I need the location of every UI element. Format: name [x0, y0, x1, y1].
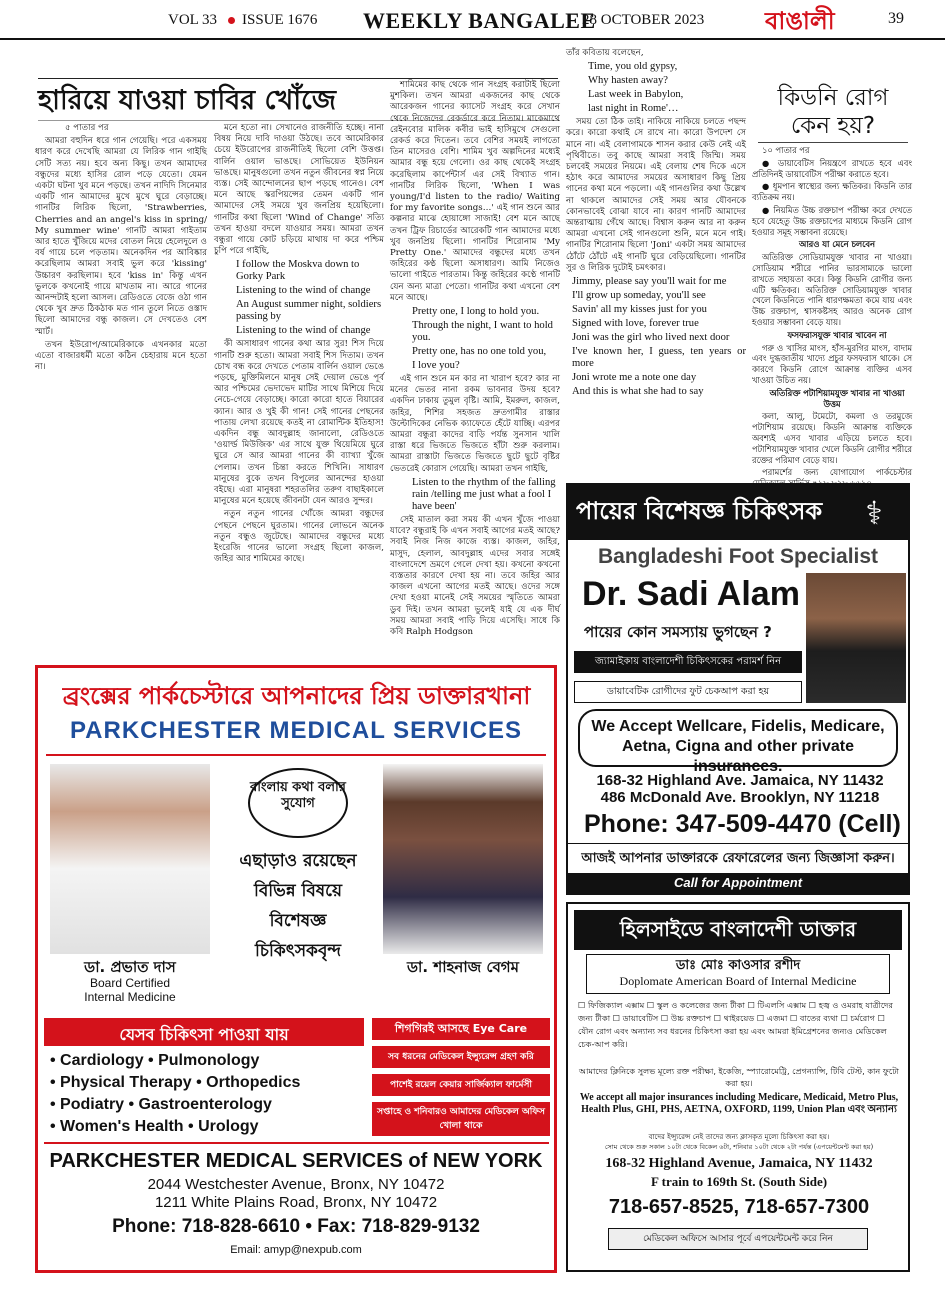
pharmacy-badge: পাশেই রয়েল কেয়ার সার্জিক্যাল ফার্মেসী: [372, 1074, 550, 1096]
lyric-line: Joni was the girl who lived next door: [572, 332, 730, 344]
lyric-line: Joni wrote me a note one day: [572, 372, 697, 384]
kidney-title: কিডনি রোগ কেন হয়?: [777, 85, 889, 139]
divider: [568, 843, 908, 844]
parkchester-phone: Phone: 718-828-6610 • Fax: 718-829-9132: [112, 1216, 480, 1237]
foot-ad-call: Call for Appointment: [673, 875, 803, 890]
lyric-line: I love you?: [412, 360, 460, 372]
paper-name: WEEKLY BANGALEE: [363, 8, 596, 33]
lyric-line: Listening to the wind of change: [236, 325, 371, 337]
hillside-hours: সোম থেকে শুক্র সকাল ১০টা থেকে বিকেল ৬টা, শনিবার ১০টা থেকে ২টা পর্যন্ত (এপয়েন্টমেন্ট করা হয়): [604, 1143, 874, 1151]
lyric-line: Pretty one, has no one told you,: [412, 346, 547, 358]
lyric-line: Pretty one, I long to hold you.: [412, 306, 540, 318]
lyric-line: Jimmy, please say you'll wait for me: [572, 276, 727, 288]
doctor-1-name: ডা. প্রভাত দাস: [84, 958, 176, 976]
hillside-board: Doplomate American Board of Internal Medicine: [619, 974, 857, 988]
kidney-title-rule: [758, 142, 908, 143]
article-col-4: [566, 48, 746, 473]
lyric-line: Listen to the rhythm of the falling rain /telling me just what a fool I have been': [412, 476, 556, 512]
lyric-line: And this is what she had to say: [572, 386, 704, 398]
lyric-line: An August summer night, soldiers passing by: [236, 299, 382, 323]
insurance-badge: সব ধরনের মেডিকেল ইন্স্যুরেন্স গ্রহণ করি: [372, 1046, 550, 1068]
hillside-train: F train to 169th St. (South Side): [650, 1174, 828, 1189]
paragraph: নতুন নতুন গানের খোঁজে আমরা বন্ধুদের পেছনে পেছনে ঘুরতাম। গানের লোভনে অনেক নতুন বন্ধুও জুটেছে। আমাদের বন্ধুদের মধ্যে ইংরেজি গানের ভালো সংগ্রহ ছিলো কাজল, জহির আর শামিমের কাছে।: [214, 509, 384, 565]
paragraph: মনে হতো না। সেখানেও রাজনীতি হচ্ছে। নানা বিষয় নিয়ে দাবি দাওয়া উঠছে। তবে আমেরিকার চেয়ে ইউরোপের রাজনীতিই ছিলো বেশি উত্তপ্ত। বার্লিন ওয়াল ভাঙছে। সোভিয়েত ইউনিয়ন ভাঙছে। মানুষগুলো তখন নতুন জীবনের স্বপ্ন নিয়ে ব্যস্ত। সেই আন্দোলনের ছাপ পড়ছে গানেও। বেশ মনে আছে স্করপিয়ন্সের তেমন একটি গান আমাদের সেই সময়ে খুব জনপ্রিয় হয়েছিলো। গানটির কথা ছিলো 'Wind of Change' সত্যি তখন হাওয়া বদলে যাওয়ার সময়। আমরা তখন বন্ধুরা গায়ে কোট চড়িয়ে মাথায় দা করে পশ্চিম চুপি পরে গাইছি,: [214, 123, 384, 257]
foot-ad-phone: Phone: 347-509-4470 (Cell): [584, 810, 901, 838]
services-list: • Cardiology • Pulmonology • Physical Therapy • Orthopedics • Podiatry • Gastroenterology • Women's Health • Urology: [50, 1052, 301, 1135]
kidney-body: ১০ পাতার পর ● ডায়াবেটিস নিয়ন্ত্রণে রাখতে হবে এবং প্রতিদিনই ডায়াবেটিস পরীক্ষা করাতে হবে। ● ধূমপান স্বাস্থ্যের জন্য ক্ষতিকর। কিডনি তার ব্যতিক্রম নয়। ● নিয়মিত উচ্চ রক্তচাপ পরীক্ষা করে দেখতে হবে যেহেতু উচ্চ রক্তচাপের মাধ্যমে কিডনি রোগ হওয়ার সমূহ সম্ভাবনা রয়েছে। আরও যা মেনে চলবেন অতিরিক্ত সোডিয়ামযুক্ত খাবার না খাওয়া। সোডিয়াম শরীরে পানির ভারসাম্যকে ভালো রাখতে সহায়তা করে। কিন্তু কিডনি রোগীর জন্য এটি ক্ষতিকর। অতিরিক্ত সোডিয়ামযুক্ত খাবার খেলে কিডনিতে পানি ধারণক্ষমতা কমে যায় এবং উচ্চ রক্তচাপ, শ্বাসকষ্টসহ আরও অনেক রোগ হওয়ার সম্ভাবনা বেড়ে যায়। ফসফরাসযুক্ত খাবার খাবেন না গরু ও খাসির মাংস, হাঁস-মুরগির মাংস, বাদাম এবং দুগ্ধজাতীয় খাদ্যে প্রচুর ফসফরাস থাকে। সে কারণে কিডনি রোগে আক্রান্ত ব্যক্তির এসব খাওয়া উচিত নয়। অতিরিক্ত পটাশিয়ামযুক্ত খাবার না খাওয়া উত্তম কলা, আলু, টমেটো, কমলা ও তরমুজে পটাশিয়াম রয়েছে। কিডনি আক্রান্ত ব্যক্তিকে অবশ্যই এসব খাবার এড়িয়ে চলতে হবে। পটাশিয়ামযুক্ত খাবার খেলে কিডনি রোগীর শরীরে রক্তের পরিমাণ বেড়ে যায়। পরামর্শের জন্য যোগাযোগ পার্কচেস্টার: [752, 145, 912, 478]
hillside-address: 168-32 Highland Avenue, Jamaica, NY 11432: [605, 1156, 873, 1171]
hillside-note: বাদের ইন্স্যুরেন্স নেই তাদের জন্য ক্লাসকৃত মূল্যে চিকিৎসা করা হয়।: [648, 1133, 830, 1141]
foot-ad-referral: আজই আপনার ডাক্তারকে রেফারেলের জন্য জিজ্ঞাসা করুন।: [581, 851, 895, 866]
foot-ad-line1: জ্যামাইকায় বাংলাদেশী চিকিৎসকের পরামর্শ নিন: [574, 651, 802, 673]
doctor-name: Dr. Sadi Alam: [582, 575, 800, 613]
doctor-photo-1: [50, 764, 210, 954]
caduceus-icon: ⚕: [865, 494, 883, 532]
parkchester-banner-bn: ব্রংক্সের পার্কচেস্টারে আপনাদের প্রিয় ডাক্তারখানা: [62, 682, 531, 710]
foot-ad-addresses: 168-32 Highland Ave. Jamaica, NY 11432 486 McDonald Ave. Brooklyn, NY 11218: [596, 772, 884, 806]
hillside-insurance: We accept all major insurances including Medicare, Medicaid, Metro Plus, Health Plus, GHI, PHS, AETNA, OXFORD, 1199, Union Plan এবং অন্যান্য: [579, 1092, 899, 1115]
foot-ad-banner-text: পায়ের বিশেষজ্ঞ চিকিৎসক: [576, 497, 823, 525]
hillside-footer: মেডিকেল অফিসে আসার পূর্বে এপয়েন্টমেন্ট করে নিন: [608, 1228, 868, 1250]
article-title: হারিয়ে যাওয়া চাবির খোঁজে: [38, 85, 337, 116]
hillside-services: ☐ ফিজিক্যাল এক্সাম ☐ স্কুল ও কলেজের জন্য টীকা ☐ টিএলসি এক্সাম ☐ হজ্ব ও ওমরাহ যাত্রীদের জন্য টীকা ☐ ডায়াবেটিস ☐ উচ্চ রক্তচাপ ☐ থাইরয়েড ☐ এজমা ☐ বাতের ব্যথা ☐ চর্মরোগ ☐ যৌন রোগ এবং অন্যান্য সব ধরনের চিকিৎসা করা হয় এবং আমরা ইমিগ্রেশনের জন্যও মেডিকেল চেক-আপ করি।: [578, 1000, 893, 1049]
doctor-2-name: ডা. শাহনাজ বেগম: [407, 958, 519, 976]
divider: [44, 1142, 549, 1144]
services-title: যেসব চিকিৎসা পাওয়া যায়: [119, 1025, 289, 1044]
parkchester-banner-en: PARKCHESTER MEDICAL SERVICES: [69, 717, 523, 744]
paragraph: সময় তো ঠিক তাই। নাকিয়ে নাকিয়ে চলতে পছন্দ করে। কারো কথাই সে রাখে না। কারো উপদেশ সে মানে না। এই বেলাগামকে শাসন করার কেউ নেই এই পৃথিবীতে। তবু কাছে আমরা সবাই জিম্মি। সময় চলবেই সময়ের নিয়মে। এই বেলায় শেষ দিকে এসে হঠাৎ করে আমাদের সময়ের অসাধারণ কিছু প্রিয় গানের কথা মনে পড়লো। এই গানগুলির কথা উল্লেখ না থাকলে আমাদের সেই সময় আর যৌবনকে কোনভাবেই বোঝা যাবে না। কারণ গানটি আমাদের অন্তরাত্মায় গেঁথে আছে। বিশ্বাস করুন আর না করুন আমরা এখনো সেই গানগুলো শুনি, মনে মনে গাই। গানটির শিরোনাম ছিলো 'Joni' একটা সময় আমাদের ঠোঁটে ঠোঁটে এই গানটি ঘুরে বেড়িয়েছিলো। গানটির সুর ও লিরিক দুটোই চমৎকার।: [566, 117, 746, 273]
parkchester-addresses: 2044 Westchester Avenue, Bronx, NY 10472 1211 White Plains Road, Bronx, NY 10472: [147, 1176, 445, 1211]
doctor-photo-2: [383, 764, 543, 954]
lyric-line: Listening to the wind of change: [236, 285, 371, 297]
foot-specialist-ad: [566, 483, 910, 895]
paragraph: তখন ইউরোপ/আমেরিকাকে এখনকার মতো এতো বাজারধর্মী মতো কঠিন চেহারায় মনে হতো না।: [35, 339, 207, 373]
divider: [46, 754, 546, 756]
hillside-banner-text: হিলসাইডে বাংলাদেশী ডাক্তার: [619, 917, 857, 941]
poem-line: Last week in Babylon,: [588, 89, 684, 101]
specialists-block: এছাড়াও রয়েছেন বিভিন্ন বিষয়ে বিশেষজ্ঞ চিকিৎসকবৃন্দ: [239, 851, 357, 961]
lyric-line: Through the night, I want to hold you.: [412, 320, 553, 344]
article-col-1: [35, 123, 207, 663]
hillside-phones: 718-657-8525, 718-657-7300: [608, 1196, 870, 1218]
parkchester-email: Email: amyp@nexpub.com: [230, 1244, 362, 1256]
page-number: 39: [888, 10, 904, 27]
lyric-line: Savin' all my kisses just for you: [572, 304, 707, 316]
foot-ad-question: পায়ের কোন সমস্যায় ভুগছেন ?: [584, 623, 772, 641]
poem-line: last night in Rome'…: [588, 103, 679, 115]
hillside-doctor-name: ডাঃ মোঃ কাওসার রশীদ: [675, 958, 801, 973]
parkchester-footer-title: PARKCHESTER MEDICAL SERVICES of NEW YORK: [49, 1150, 543, 1172]
issue: ISSUE 1676: [242, 12, 318, 28]
header-rule: [0, 38, 945, 40]
continued-note: ৫ পাতার পর: [65, 123, 109, 133]
lyric-line: I'll grow up someday, you'll see: [572, 290, 706, 302]
poem-line: Time, you old gypsy,: [588, 61, 678, 73]
poem-line: Why hasten away?: [588, 75, 669, 87]
doctor-1-title: Board Certified Internal Medicine: [84, 976, 176, 1004]
hours-badge: সপ্তাহে ও শনিবারও আমাদের মেডিকেল অফিস খোলা থাকে: [372, 1102, 550, 1136]
doctor-photo: [806, 573, 906, 703]
lyric-line: I follow the Moskva down to Gorky Park: [236, 259, 360, 283]
issue-date: 28 OCTOBER 2023: [582, 12, 705, 28]
article-col-3: [390, 80, 560, 663]
foot-ad-insurance: We Accept Wellcare, Fidelis, Medicare, Aetna, Cigna and other private insurances.: [578, 709, 898, 767]
paragraph: আমরা বহুদিন ধরে গান গেয়েছি। পরে একসময় ধারণ করে দেখেছি আমরা যে লিরিক গান গাইছি সেটি সত্য নয়। হবে অন্য কিছু। তখন আমাদের বন্ধুদের মধ্যে হাসির রোল পড়ে যেতো। যেমন একটা ঘটনা খুব মনে পড়ছে। তখন নাদিদি সিনেমার একটি গান আমাদের মুখে মুখে ঘুরে বেড়াচ্ছে। গানটির লিরিক ছিলো, 'Strawberries, Cherries and an angel's kiss in spring/ My summer wine' গানটি আমরা গাইতাম আর হাতে খুঁজিয়ে মদের বোতল নিয়ে হেলেদুলে ও বর্ষ গায়ে চলে পড়তাম। অনেকদিন পর আবিষ্কার করেছিলাম আমরা সবাই ভুল করে 'kissing' উচ্চারণ করছিলাম। হবে 'kiss in' কিন্তু এখন ভুলকে কখনোই গায়ে মাখতাম না। আরে গানের আনন্দটাই হলো আসল। রেডিওতে বেজে ওঠা গান থেকে খুব দ্রুত ঠিকঠাক মত গান তুলে নিতে ওস্তাদ ছিলো আমাদের বন্ধু কাজল। সে দেখতেও বেশ স্মার্ট।: [35, 136, 207, 337]
bengali-bubble: বাংলায় কথা বলার সুযোগ: [248, 768, 348, 838]
paragraph: এই গান শুনে মন কার না খারাপ হবে? কার না মনের ভেতর নানা রকম ভাবনার উদয় হবে? একদিন ঢাকায় তুমুল বৃষ্টি। আমি, ইমরুল, কাজল, জহির, শিশির সহজত দ্রুতগামীর রাস্তার উল্টোদিকের নেভিক ক্যাফেতে হেঁটে যাচ্ছি। এরপর আমরা বন্ধুরা কাদের বাড়ি পর্যন্ত সুনসান খালি রাস্তা ধরে ভিজতে ভিজতে হাঁটা শুরু করলাম। আমরা রাস্তাটা ভিজতে ভিজতে ছুটে ছুটে বৃষ্টির ভেতরেই কোরাস গেয়েছি। আমরা তখন গাইছি,: [390, 374, 560, 474]
bangalee-logo: বাঙালী: [765, 7, 835, 35]
foot-ad-subtitle: Bangladeshi Foot Specialist: [598, 545, 879, 568]
foot-ad-line2: ডায়াবেটিক রোগীদের ফুট চেকআপ করা হয়: [574, 681, 802, 703]
parkchester-ad: [35, 665, 557, 1273]
paragraph: সেই মাতাল করা সময় কী এখন খুঁজে পাওয়া যাবে? বন্ধুরাই কি এখন সবাই আগের মতই আছে? সবাই নিজ নিজ কাজে ব্যস্ত। কাজল, জহির, মাসুদ, হেলাল, আবদুল্লাহ এদের সবার সঙ্গেই বাংলাদেশে ভ্রমণে গেলে দেখা হয়। কখনো কখনো ব্যস্ততার কারণে দেখা হয় না। তবে জহির আর কাজল এখনো আগের মতই আছে। ওদের সঙ্গে দেখা হওয়া মানেই সেই সময়ের স্মৃতিতে আমরা ডুব দিই। তখন আমরা ভুলেই যাই যে এক দীর্ঘ সময় আমরা সবাই পাড়ি দিয়ে এসেছি। সাধে কি কবি Ralph Hodgson: [390, 514, 560, 637]
lyric-line: Signed with love, forever true: [572, 318, 699, 330]
paragraph: তাঁর কবিতায় বলেছেন,: [566, 48, 644, 58]
paragraph: কী অসাধারণ গানের কথা আর সুর! শিস দিয়ে গানটি শুরু হতো। আমরা সবাই শিস দিতাম। তখন চোখ বন্ধ করে দেখতে পেতাম বার্লিন ওয়াল ভেঙে পড়ছে, মুক্তিমিলনে মানুষ সেই দেয়াল ভেঙে পূর্ব আর পশ্চিমের ভেদাভেদ মাটির সাথে মিশিয়ে দিয়ে নেচে-গেয়ে বেড়াচ্ছে। কারো কারো হাতে বিয়ারের ক্যান। আর ও খুই কী গান! সেই গানের পেছনের পাতায় লেখা রয়েছে কতই না রোমান্টিক ইতিহাস! একদিন বন্ধু আবদুল্লাহ জানালো, রেডিওতে 'ওয়ার্ল্ড মিউজিক' এর সাথে যুক্ত থিয়েমিয়ে ঘুরে ঘুরে সে আর আমরা গানের কী ব্যাখ্যা খুঁজে পেলাম। তখন চিন্তা করতে শিখিনি। সাধারণ মানুষের বুকে তখন বিপুলের আনন্দের হাওয়া বইছে। এরা মানুষরা শহরতলির তরুণ বাছাইকালে মানুষের মনে হয়েছে জীবনটা যেন আরও সুন্দর।: [214, 339, 384, 507]
bullet-dot: [228, 17, 235, 24]
paragraph: শামিমের কাছ থেকে গান সংগ্রহ করাটাই ছিলো মুশকিল। তখন আমরা একজনের কাছ থেকে আরেকজন গানের ক্যাসেট সংগ্রহ করে সেখান থেকে নিজেদের রেকর্ডারে করে নিতাম। মাকেমাথে রেইনবোর মালিক কবীর ভাই হাসিমুখে সেগুলো রেকর্ড করে দিতেন। তবে বেশির সময়ই লাগতো তিন মাসেরও বেশি। শামিম খুব অল্পদিনের মধ্যেই আমার বন্ধু হয়ে গেলো। ওর কাছ থেকেই সংগ্রহ করেছিলাম কার্পেন্টার্স এর সেই বিখ্যাত গান। গানটির লিরিক ছিলো, 'When I was young/I'd listen to the radio/ Waiting for my favorite songs…' এই গান শুনে আর কল্পনার মাঝে হোয়াঙ্গো সাজাই! বেশ মনে আছে তখন ট্রিফ রিচার্ডের আরেকটি গান আমাদের মধ্যে খুব জনপ্রিয় ছিলো। গানটির শিরোনাম 'My Pretty One.' আমাদের বন্ধুদের মধ্যে তখন জহিরের কণ্ঠ ছিলো অসাধারণ। আমি নিজেও ভালো গাইতে পারতাম। কিন্তু জহিরের কণ্ঠে গানটি যেন অন্য মাত্রা পেতো। গানটির কথা এখনো বেশ মনে আছে।: [390, 80, 560, 303]
lyric-line: I've known her, I guess, ten years or more: [572, 346, 746, 370]
hillside-doctor-ad: [566, 902, 910, 1272]
article-col-2: [214, 123, 384, 663]
eye-care-badge: শিগগিরই আসছে Eye Care: [372, 1018, 550, 1040]
volume: VOL 33: [168, 12, 218, 28]
hillside-clinic: আমাদের ক্লিনিকে সুলভ মূল্যে রক্ত পরীক্ষা, ইকেজি, স্প্যারোমেট্রি, প্রেগন্যান্সি, টিবি টেস্ট, কান ফুটো করা হয়।: [578, 1066, 900, 1088]
